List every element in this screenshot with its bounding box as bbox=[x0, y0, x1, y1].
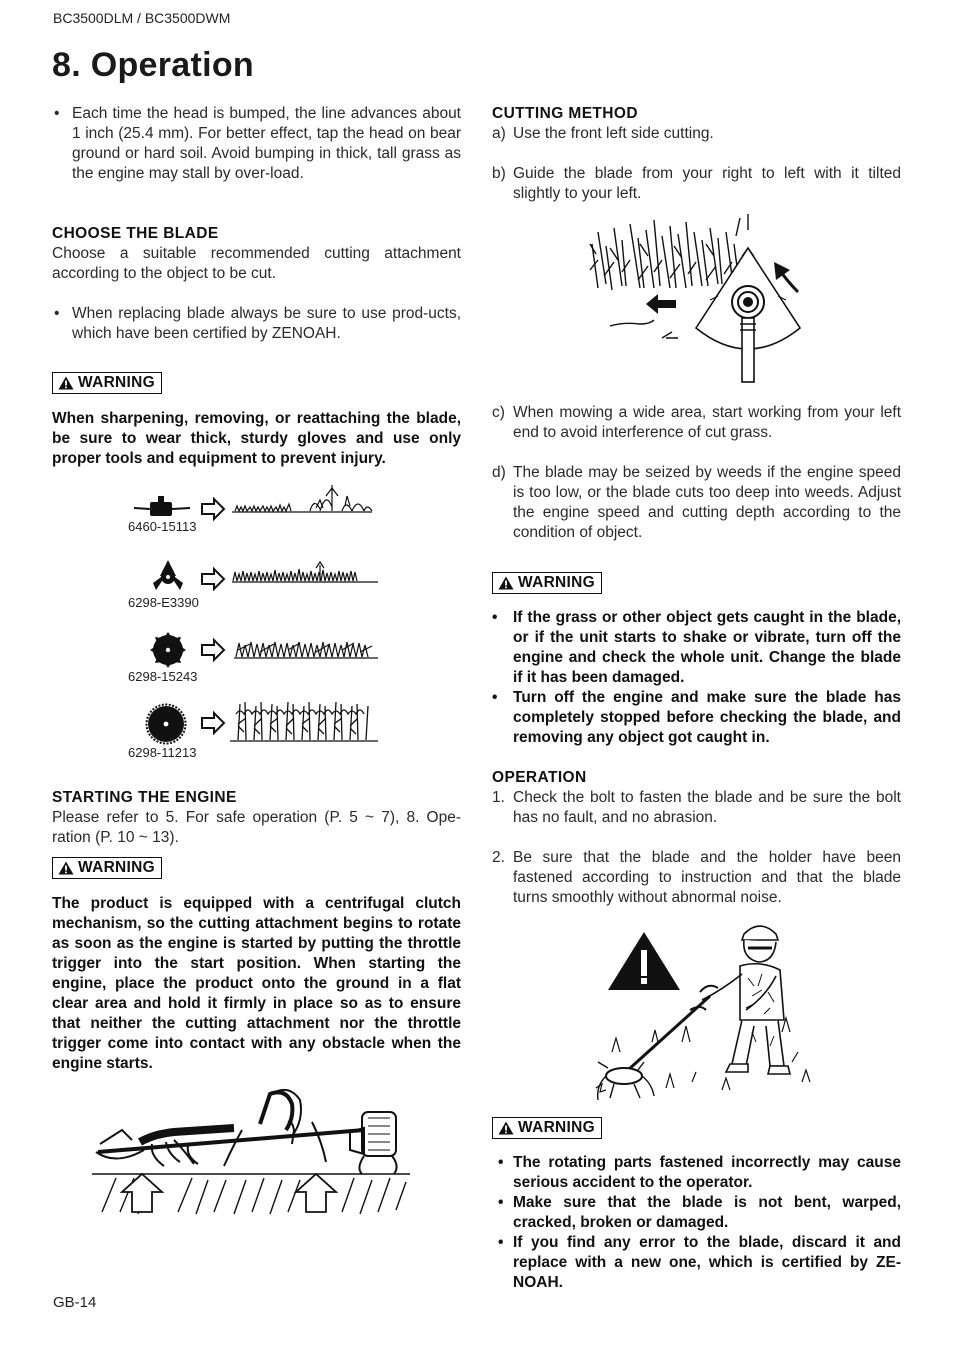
warning4-item: • Make sure that the blade is not bent, warped, cracked, broken or damaged. bbox=[498, 1194, 901, 1231]
part-number: 6298-11213 bbox=[128, 745, 197, 760]
warning-triangle-icon bbox=[58, 376, 74, 390]
saw-blade-icon bbox=[147, 705, 186, 744]
brushcutter-on-ground-illustration bbox=[92, 1082, 412, 1217]
warning3-body bbox=[492, 608, 901, 748]
arrow-icon bbox=[202, 569, 224, 589]
cutting-method-illustration bbox=[588, 210, 814, 386]
eight-tooth-blade-icon bbox=[150, 632, 186, 668]
warning1-text: When sharpening, removing, or reattaching the blade, be sure to wear thick, sturdy gloves and use only proper tools and equipment to prevent injury. bbox=[52, 410, 461, 467]
arrow-icon bbox=[202, 499, 224, 519]
warning4-item: • If you find any error to the blade, discard it and replace with a new one, which is certified by ZE-NOAH. bbox=[498, 1234, 901, 1291]
cutting-method-cont bbox=[492, 403, 901, 543]
cutting-method-figure bbox=[588, 210, 814, 386]
medium-grass-icon bbox=[232, 562, 378, 582]
warning4-item: • The rotating parts fastened incorrectly may cause serious accident to the operator. bbox=[498, 1154, 901, 1191]
cutting-step-a: a) Use the front left side cutting. bbox=[492, 125, 714, 142]
arrow-icon bbox=[202, 713, 224, 733]
cutting-method-heading: CUTTING METHOD bbox=[492, 105, 638, 122]
warning-triangle-icon bbox=[58, 861, 74, 875]
operator-illustration bbox=[592, 912, 818, 1114]
arrow-icon bbox=[202, 640, 224, 660]
operation-heading: OPERATION bbox=[492, 769, 587, 786]
tall-grass-icon bbox=[234, 642, 378, 658]
warning-triangle-icon bbox=[498, 576, 514, 590]
cutting-step-d: d) The blade may be seized by weeds if the engine speed is too low, or the blade cuts too deep into weeds. Adjust the engine speed and cutting depth according to the condition of object. bbox=[492, 464, 901, 541]
cutting-method-section bbox=[492, 104, 901, 204]
warning-label-3 bbox=[492, 572, 602, 595]
starting-engine-heading: STARTING THE ENGINE bbox=[52, 789, 237, 806]
page-title: 8. Operation bbox=[52, 46, 254, 84]
warning4-body bbox=[498, 1153, 901, 1293]
choose-blade-bullet: • When replacing blade always be sure to use prod-ucts, which have been certified by ZENOAH. bbox=[52, 304, 461, 344]
brushcutter-ground-figure bbox=[92, 1082, 412, 1217]
warning-triangle-icon bbox=[498, 1121, 514, 1135]
nylon-head-icon bbox=[134, 496, 190, 516]
brush-icon bbox=[230, 702, 378, 741]
warning2-text: The product is equipped with a centrifugal clutch mechanism, so the cutting attachment begins to rotate as soon as the engine is started by putting the throttle trigger into the start position. When starting the engine, place the product onto the ground in a flat clear area and hold it firmly in place so as to ensure that neither the cutting attachment nor the throttle trigger come into contact with any obstacle when the engine starts. bbox=[52, 895, 461, 1072]
left-column bbox=[52, 104, 461, 184]
part-number: 6460-15113 bbox=[128, 519, 197, 534]
warning1-body bbox=[52, 409, 461, 469]
starting-engine-section bbox=[52, 788, 461, 848]
operation-item: 1. Check the bolt to fasten the blade and be sure the bolt has no fault, and no abrasion. bbox=[492, 789, 901, 826]
operation-item: 2. Be sure that the blade and the holder have been fastened according to instruction and that the blade turns smoothly without abnormal noise. bbox=[492, 849, 901, 906]
warning-text-1: WARNING bbox=[78, 374, 156, 391]
large-warning-icon bbox=[608, 932, 680, 990]
part-number: 6298-15243 bbox=[128, 669, 198, 684]
operator-figure bbox=[592, 912, 818, 1114]
warning3-item: • If the grass or other object gets caught in the blade, or if the unit starts to shake or vibrate, turn off the engine and check the whole unit. Change the blade if it has been damaged. bbox=[492, 609, 901, 686]
warning-label-1 bbox=[52, 372, 162, 395]
bump-bullet: • Each time the head is bumped, the line advances about 1 inch (25.4 mm). For better effect, tap the head on bear ground or hard soil. Avoid bumping in thick, tall grass as the engine may stall by over-load. bbox=[52, 104, 461, 184]
part-number: 6298-E3390 bbox=[128, 595, 199, 610]
model-number: BC3500DLM / BC3500DWM bbox=[53, 10, 231, 26]
starting-engine-text: Please refer to 5. For safe operation (P. 5 ~ 7), 8. Ope-ration (P. 10 ~ 13). bbox=[52, 809, 461, 846]
blade-attachments-figure bbox=[120, 478, 390, 768]
three-tooth-blade-icon bbox=[153, 560, 183, 590]
warning-text-3: WARNING bbox=[518, 574, 596, 591]
choose-blade-heading: CHOOSE THE BLADE bbox=[52, 225, 219, 242]
warning2-body bbox=[52, 894, 461, 1074]
choose-blade-section bbox=[52, 224, 461, 344]
warning-text-2: WARNING bbox=[78, 859, 156, 876]
cutting-step-b: b) Guide the blade from your right to left with it tilted slightly to your left. bbox=[492, 165, 901, 202]
choose-blade-text: Choose a suitable recommended cutting attachment according to the object to be cut. bbox=[52, 245, 461, 282]
warning-label-4 bbox=[492, 1117, 602, 1140]
cutting-step-c: c) When mowing a wide area, start working from your left end to avoid interference of cut grass. bbox=[492, 404, 901, 441]
warning-text-4: WARNING bbox=[518, 1119, 596, 1136]
short-grass-icon bbox=[232, 485, 372, 512]
operation-section bbox=[492, 768, 901, 908]
page-number: GB-14 bbox=[53, 1294, 97, 1311]
warning-label-2 bbox=[52, 857, 162, 880]
warning3-item: • Turn off the engine and make sure the blade has completely stopped before checking the blade, and removing any object got caught in. bbox=[492, 689, 901, 746]
